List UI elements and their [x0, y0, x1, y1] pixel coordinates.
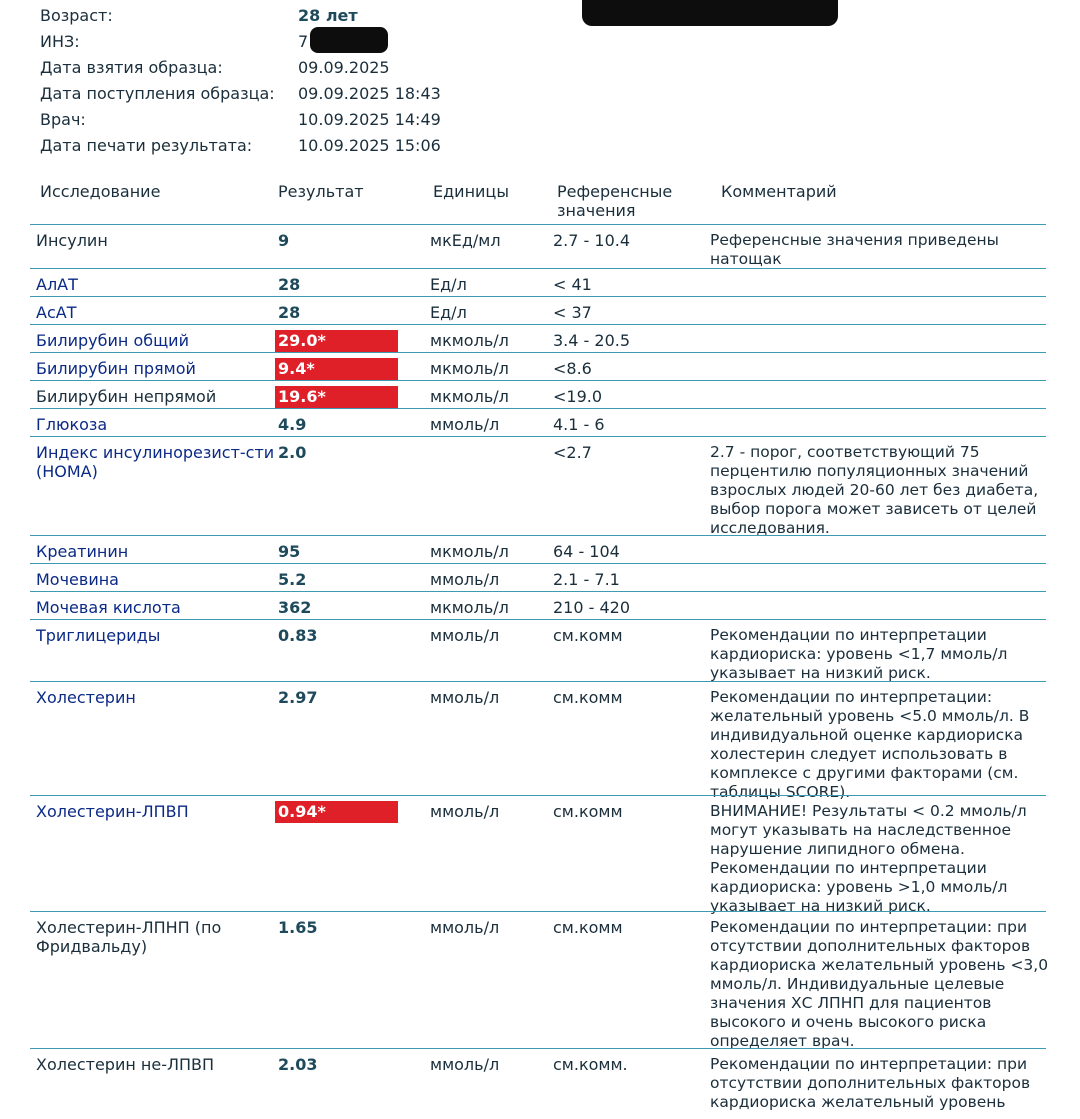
table-row [30, 380, 1046, 408]
comment: Рекомендации по интерпретации: желательный уровень <5.0 ммоль/л. В индивидуальной оценке кардиориска холестерин следует использовать в комплексе с другими факторами (см. таблицы SCORE). [710, 688, 1030, 801]
result-value: 1.65 [278, 918, 318, 937]
table-row [30, 268, 1046, 296]
table-row [30, 591, 1046, 619]
meta-label: ИНЗ: [40, 32, 80, 51]
header-test: Исследование [40, 182, 161, 201]
table-row [30, 795, 1046, 915]
result-value: 2.97 [278, 688, 318, 707]
test-name[interactable]: АлАТ [36, 275, 78, 294]
test-name[interactable]: Холестерин-ЛПВП [36, 802, 189, 821]
flagged-result: 9.4* [275, 358, 398, 380]
comment: Референсные значения приведены натощак [710, 231, 999, 268]
reference-range: 3.4 - 20.5 [553, 331, 631, 350]
table-row [30, 619, 1046, 681]
units: мкмоль/л [430, 359, 509, 378]
units: ммоль/л [430, 570, 500, 589]
result-value: 28 [278, 275, 301, 294]
test-name[interactable]: Триглицериды [36, 626, 161, 645]
meta-value: 10.09.2025 14:49 [298, 110, 441, 129]
reference-range: см.комм [553, 918, 623, 937]
meta-label: Дата взятия образца: [40, 58, 223, 77]
reference-range: см.комм [553, 688, 623, 707]
reference-range: см.комм [553, 626, 623, 645]
header-result: Результат [278, 182, 364, 201]
flagged-result: 29.0* [275, 330, 398, 352]
test-name[interactable]: Глюкоза [36, 415, 108, 434]
table-row [30, 563, 1046, 591]
units: ммоль/л [430, 802, 500, 821]
reference-range: 4.1 - 6 [553, 415, 605, 434]
table-row [30, 408, 1046, 436]
units: мкЕд/мл [430, 231, 501, 250]
result-value: 9 [278, 231, 290, 250]
result-value: 0.83 [278, 626, 318, 645]
units: ммоль/л [430, 688, 500, 707]
reference-range: см.комм. [553, 1055, 628, 1074]
test-name[interactable]: Индекс инсулинорезист-сти (HOMA) [36, 443, 275, 481]
meta-value: 7 [298, 32, 309, 51]
units: ммоль/л [430, 626, 500, 645]
test-name[interactable]: Билирубин общий [36, 331, 189, 350]
units: мкмоль/л [430, 331, 509, 350]
result-value: 5.2 [278, 570, 307, 589]
comment: Рекомендации по интерпретации кардиориска: уровень <1,7 ммоль/л указывает на низкий риск. [710, 626, 1008, 682]
redacted-inz [310, 27, 388, 53]
comment: 2.7 - порог, соответствующий 75 перцентилю популяционных значений взрослых людей 20-60 лет без диабета, выбор порога может зависеть от целей исследования. [710, 443, 1039, 537]
results-table [30, 224, 1049, 1119]
table-row [30, 911, 1049, 1050]
flagged-result: 0.94* [275, 801, 398, 823]
reference-range: <8.6 [553, 359, 592, 378]
reference-range: 2.7 - 10.4 [553, 231, 631, 250]
table-row [30, 436, 1046, 535]
result-value: 95 [278, 542, 301, 561]
meta-label: Дата печати результата: [40, 136, 253, 155]
result-value: 362 [278, 598, 312, 617]
reference-range: 2.1 - 7.1 [553, 570, 620, 589]
table-row [30, 352, 1046, 380]
header-comment: Комментарий [721, 182, 837, 201]
units: мкмоль/л [430, 598, 509, 617]
units: ммоль/л [430, 1055, 500, 1074]
meta-label: Дата поступления образца: [40, 84, 275, 103]
meta-value: 09.09.2025 18:43 [298, 84, 441, 103]
result-value: 28 [278, 303, 301, 322]
meta-label: Врач: [40, 110, 86, 129]
units: Ед/л [430, 303, 467, 322]
meta-value: 09.09.2025 [298, 58, 390, 77]
meta-value: 28 лет [298, 6, 358, 25]
units: мкмоль/л [430, 387, 509, 406]
table-row [30, 324, 1046, 352]
result-value: 2.03 [278, 1055, 318, 1074]
meta-value: 10.09.2025 15:06 [298, 136, 441, 155]
comment: ВНИМАНИЕ! Результаты < 0.2 ммоль/л могут указывать на наследственное нарушение липидного обмена. Рекомендации по интерпретации кардиориска: уровень >1,0 ммоль/л указывает на низкий риск. [710, 802, 1027, 915]
reference-range: < 37 [553, 303, 592, 322]
table-row [30, 535, 1046, 563]
test-name[interactable]: Билирубин прямой [36, 359, 196, 378]
reference-range: см.комм [553, 802, 623, 821]
units: ммоль/л [430, 918, 500, 937]
test-name[interactable]: Холестерин [36, 688, 136, 707]
table-row [30, 681, 1046, 801]
comment: Рекомендации по интерпретации: при отсутствии дополнительных факторов кардиориска желательный уровень <3,0 ммоль/л. Индивидуальные целевые значения ХС ЛПНП для пациентов высокого и очень высокого риска определяет врач. [710, 918, 1049, 1050]
reference-range: < 41 [553, 275, 592, 294]
units: ммоль/л [430, 415, 500, 434]
table-row [30, 224, 1046, 268]
reference-range: 64 - 104 [553, 542, 620, 561]
meta-label: Возраст: [40, 6, 113, 25]
table-row [30, 1048, 1046, 1119]
flagged-result: 19.6* [275, 386, 398, 408]
reference-range: <2.7 [553, 443, 592, 462]
test-name: Инсулин [36, 231, 108, 250]
redacted-patient-name [582, 0, 838, 26]
test-name[interactable]: Мочевая кислота [36, 598, 181, 617]
test-name[interactable]: Креатинин [36, 542, 129, 561]
test-name[interactable]: Мочевина [36, 570, 119, 589]
units: Ед/л [430, 275, 467, 294]
reference-range: <19.0 [553, 387, 603, 406]
result-value: 4.9 [278, 415, 307, 434]
test-name: Холестерин-ЛПНП (по Фридвальду) [36, 918, 222, 956]
table-row [30, 296, 1046, 324]
test-name[interactable]: АсАТ [36, 303, 77, 322]
test-name: Билирубин непрямой [36, 387, 217, 406]
reference-range: 210 - 420 [553, 598, 631, 617]
test-name: Холестерин не-ЛПВП [36, 1055, 215, 1074]
result-value: 2.0 [278, 443, 307, 462]
comment: Рекомендации по интерпретации: при отсутствии дополнительных факторов кардиориска желательный уровень [710, 1055, 1031, 1111]
header-reference: Референсные значения [557, 182, 673, 220]
units: мкмоль/л [430, 542, 509, 561]
header-units: Единицы [433, 182, 509, 201]
